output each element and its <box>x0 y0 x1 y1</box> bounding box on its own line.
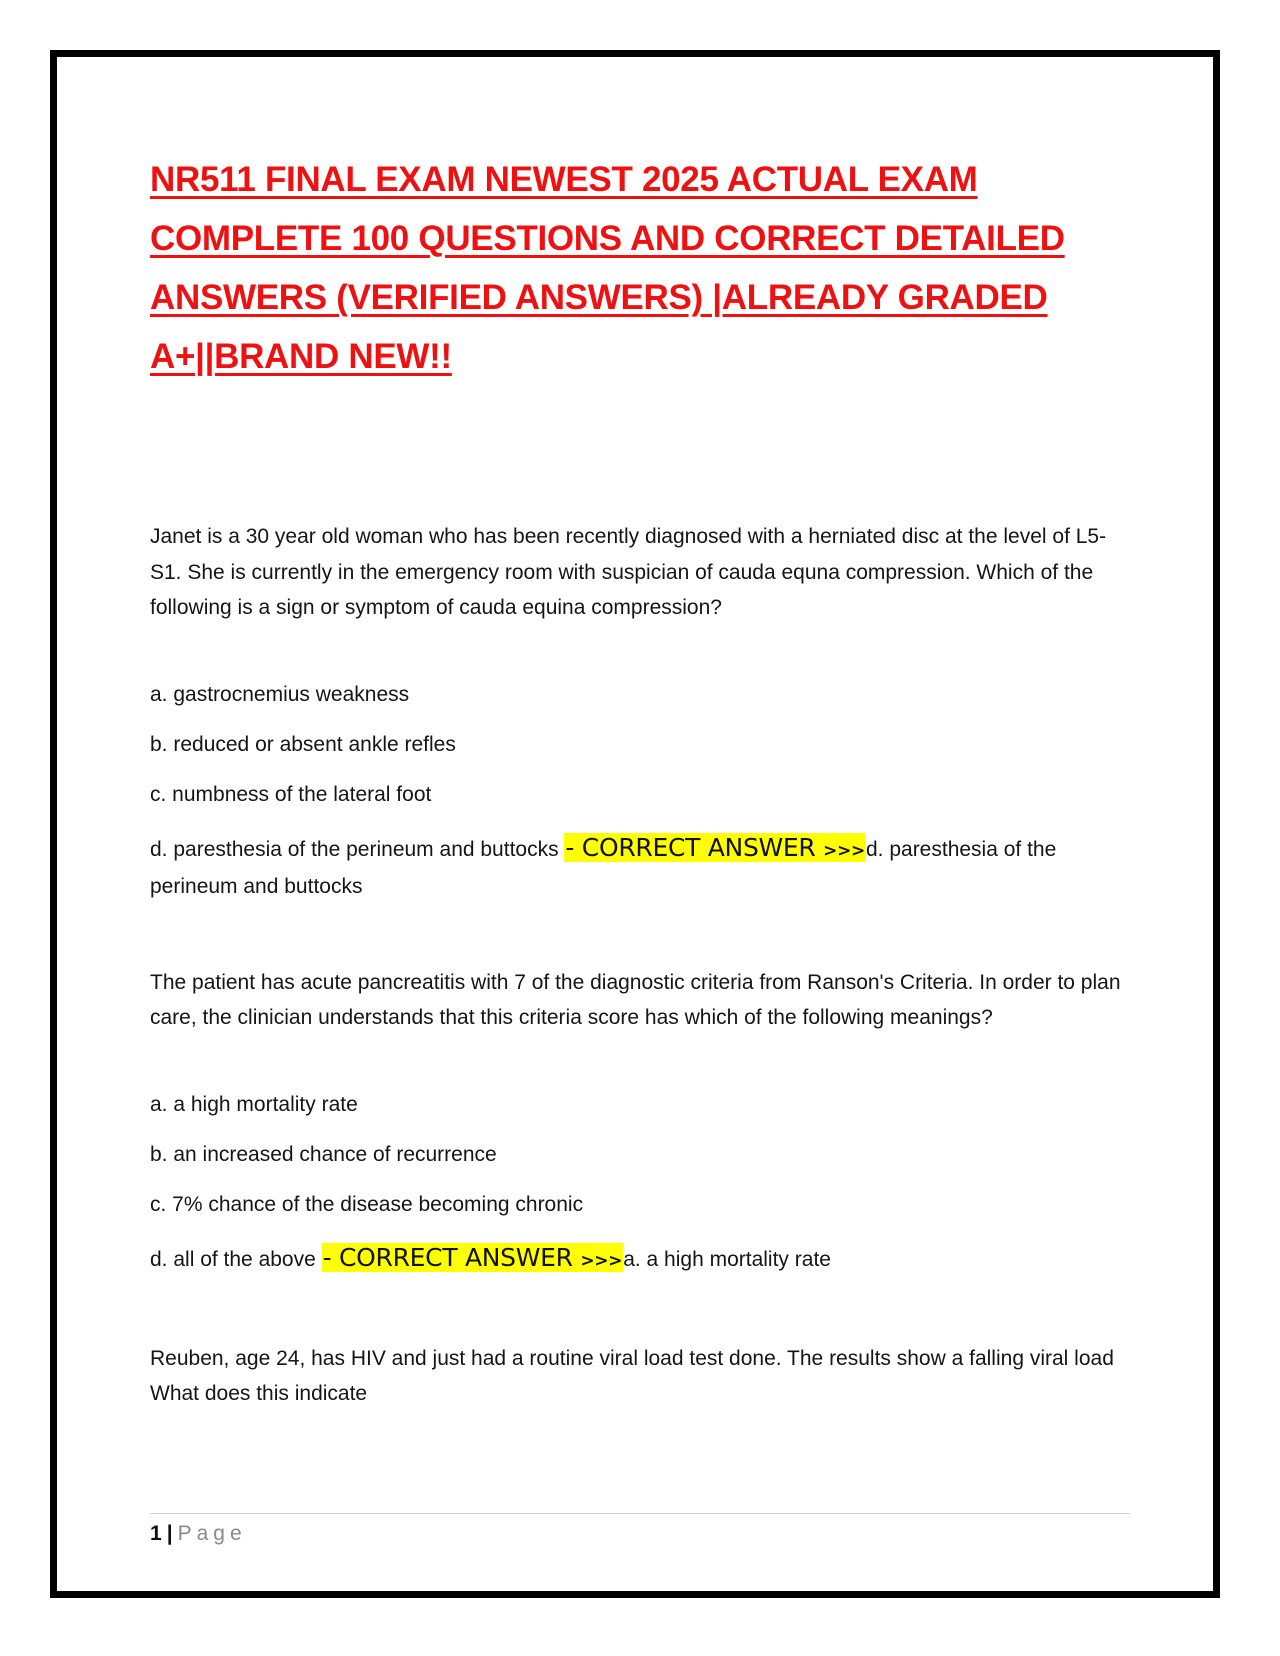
page-label: Page <box>177 1522 247 1545</box>
option-text: d. all of the above <box>150 1247 322 1271</box>
document-title <box>150 150 1130 386</box>
question-stem: Reuben, age 24, has HIV and just had a routine viral load test done. The results show a falling viral load What does this indicate <box>150 1346 1114 1405</box>
arrows-marker: >>> <box>823 840 865 861</box>
question-stem: The patient has acute pancreatitis with 7 of the diagnostic criteria from Ranson's Criteria. In order to plan care, the clinician understands that this criteria score has which of the following meanings? <box>150 970 1121 1029</box>
correct-answer-tag <box>322 1243 624 1272</box>
document-body <box>150 150 1130 1412</box>
option-text: d. paresthesia of the perineum and buttocks <box>150 837 565 861</box>
answer-option: a. gastrocnemius weakness <box>150 682 410 706</box>
correct-answer-label: - CORRECT ANSWER <box>322 1242 581 1272</box>
page-number: 1 <box>150 1522 162 1545</box>
answer-option-with-answer <box>150 830 1130 904</box>
title-line: A+||BRAND NEW!! <box>150 337 452 376</box>
page-footer <box>150 1519 247 1549</box>
answer-option: a. a high mortality rate <box>150 1092 358 1116</box>
correct-answer-text: a. a high mortality rate <box>623 1247 831 1271</box>
title-line: ANSWERS (VERIFIED ANSWERS) |ALREADY GRADED <box>150 278 1048 317</box>
footer-divider <box>150 1513 1130 1514</box>
title-line: NR511 FINAL EXAM NEWEST 2025 ACTUAL EXAM <box>150 160 978 199</box>
question-block-3 <box>150 1341 1130 1412</box>
question-block-2 <box>150 965 1130 1279</box>
footer-separator: | <box>166 1522 173 1545</box>
correct-answer-tag <box>564 833 866 862</box>
answer-option: c. 7% chance of the disease becoming chronic <box>150 1192 584 1216</box>
answer-option-with-answer <box>150 1240 1130 1279</box>
question-block-1 <box>150 519 1130 904</box>
arrows-marker: >>> <box>580 1250 623 1271</box>
title-line: COMPLETE 100 QUESTIONS AND CORRECT DETAILED <box>150 219 1065 258</box>
answer-option: c. numbness of the lateral foot <box>150 782 432 806</box>
correct-answer-text: d. paresthesia of the perineum and buttocks <box>150 837 1057 898</box>
correct-answer-label: - CORRECT ANSWER <box>565 832 824 862</box>
answer-option: b. reduced or absent ankle refles <box>150 732 456 756</box>
answer-option: b. an increased chance of recurrence <box>150 1142 497 1166</box>
question-stem: Janet is a 30 year old woman who has been recently diagnosed with a herniated disc at the level of L5-S1. She is currently in the emergency room with suspician of cauda equna compression. Which of the following is a sign or symptom of cauda equina compression? <box>150 525 1107 619</box>
